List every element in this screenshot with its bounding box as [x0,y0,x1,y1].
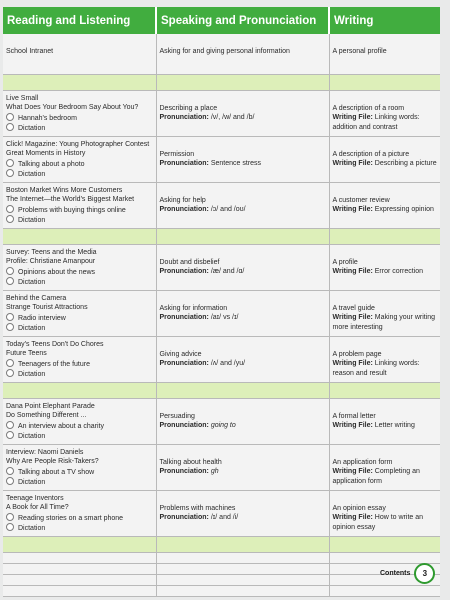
reading-title: Live Small [6,94,39,102]
writing-file-label: Writing File: [332,422,373,429]
writing-cell [329,444,440,490]
activity-label: Talking about a photo [18,160,85,168]
blank-cell [3,552,156,563]
writing-file-line [333,113,438,132]
activity-label: Problems with buying things online [18,206,126,214]
circle-bullet-icon [6,113,14,121]
circle-bullet-icon [6,369,14,377]
speaking-pronunciation-cell [156,398,329,444]
blank-cell [156,552,329,563]
writing-cell [329,336,440,382]
activity-label: Dictation [18,479,46,486]
blank-cell [156,574,329,585]
reading-title: Click! Magazine: Young Photographer Contest [6,140,150,148]
activity-label: Dictation [18,371,46,378]
blank-row [3,552,440,563]
speaking-pronunciation-cell [156,136,329,182]
writing-file-label: Writing File: [332,206,373,213]
speaking-topic: Permission [159,150,195,158]
reading-title: Interview: Naomi Daniels [6,448,84,456]
pronunciation-line [160,267,326,277]
activity-item [6,431,153,442]
pronunciation-value: /ʌ/ and /yu/ [210,360,246,367]
speaking-topic: Problems with machines [159,504,236,512]
writing-file-line [333,205,438,215]
writing-file-line [333,467,438,486]
circle-bullet-icon [6,467,14,475]
reading-title: Teenage Inventors [6,494,64,502]
writing-file-value: Letter writing [374,422,415,429]
pronunciation-value: /v/, /w/ and /b/ [210,114,255,121]
activity-label: Hannah's bedroom [18,114,77,122]
reading-title: Behind the Camera [6,294,67,302]
circle-bullet-icon [6,421,14,429]
activity-label: Talking about a TV show [18,468,95,476]
activity-item [6,477,153,488]
writing-task: A description of a picture [332,150,410,158]
lesson-row [3,290,440,336]
speaking-pronunciation-cell [156,444,329,490]
reading-listening-cell [3,490,156,536]
writing-task: A personal profile [332,48,387,55]
activity-item [6,359,153,370]
writing-task: A problem page [332,350,382,358]
lesson-row [3,182,440,228]
speaking-topic: Describing a place [159,104,218,112]
pronunciation-line [160,313,326,323]
activity-label: Dictation [18,125,46,132]
header-speaking-pronunciation: Speaking and Pronunciation [156,7,329,34]
reading-listening-cell [3,34,156,74]
separator-cell [329,74,440,90]
writing-file-value: Expressing opinion [374,206,434,213]
writing-task: An application form [332,458,393,466]
writing-task: An opinion essay [332,504,386,512]
reading-listening-cell [3,244,156,290]
reading-title: Profile: Christiane Amanpour [6,258,96,265]
circle-bullet-icon [6,477,14,485]
pronunciation-value: Sentence stress [210,160,262,167]
writing-file-line [333,267,438,277]
reading-title: Today's Teens Don't Do Chores [6,340,104,348]
speaking-topic: Talking about health [159,458,222,466]
pronunciation-label: Pronunciation: [159,206,209,213]
speaking-topic: Giving advice [159,350,202,358]
activity-item [6,113,153,124]
activity-label: Dictation [18,325,46,332]
speaking-pronunciation-cell [156,290,329,336]
activity-label: Dictation [18,217,46,224]
writing-cell [329,490,440,536]
reading-title: The Internet—the World's Biggest Market [6,196,135,203]
pronunciation-line [160,159,326,169]
reading-title: Why Are People Risk-Takers? [6,458,99,465]
circle-bullet-icon [6,205,14,213]
unit-separator-band [3,74,440,90]
activity-item [6,159,153,170]
pronunciation-line [160,467,326,477]
circle-bullet-icon [6,267,14,275]
reading-title: Do Something Different ... [6,412,87,419]
pronunciation-value: /ɔ/ and /oʊ/ [210,206,246,213]
pronunciation-value: gh [210,468,219,475]
reading-title: Future Teens [6,350,47,357]
speaking-pronunciation-cell [156,90,329,136]
speaking-pronunciation-cell [156,336,329,382]
writing-task: A travel guide [332,304,375,312]
pronunciation-label: Pronunciation: [159,160,209,167]
separator-cell [156,74,329,90]
header-writing: Writing [329,7,440,34]
speaking-pronunciation-cell [156,490,329,536]
header-reading-listening: Reading and Listening [3,7,156,34]
reading-listening-cell [3,398,156,444]
blank-cell [156,585,329,596]
activity-label: Opinions about the news [18,268,96,276]
writing-file-value: Linking words: reason and result [332,360,420,377]
lesson-row [3,444,440,490]
pronunciation-label: Pronunciation: [159,268,209,275]
pronunciation-label: Pronunciation: [159,314,209,321]
activity-label: Teenagers of the future [18,360,90,368]
circle-bullet-icon [6,313,14,321]
pronunciation-label: Pronunciation: [159,514,209,521]
writing-file-label: Writing File: [332,114,373,121]
activity-item [6,215,153,226]
pronunciation-value: /æ/ and /ɑ/ [210,268,245,275]
writing-file-label: Writing File: [332,160,373,167]
activity-label: Dictation [18,171,46,178]
separator-cell [156,382,329,398]
speaking-pronunciation-cell [156,182,329,228]
separator-cell [3,536,156,552]
pronunciation-label: Pronunciation: [159,360,209,367]
footer-label: Contents [380,569,411,577]
activity-item [6,421,153,432]
speaking-topic: Asking for help [159,196,206,204]
separator-cell [3,228,156,244]
separator-cell [3,74,156,90]
separator-cell [156,228,329,244]
reading-title: Survey: Teens and the Media [6,248,97,256]
pronunciation-line [160,421,326,431]
activity-label: Reading stories on a smart phone [18,514,124,522]
separator-cell [329,382,440,398]
blank-row [3,574,440,585]
blank-row [3,585,440,596]
circle-bullet-icon [6,277,14,285]
blank-cell [3,563,156,574]
writing-cell [329,244,440,290]
lesson-row [3,398,440,444]
lesson-row [3,136,440,182]
pronunciation-line [160,205,326,215]
writing-file-label: Writing File: [332,468,373,475]
writing-file-value: Making your writing more interesting [332,314,436,331]
writing-file-line [333,313,438,332]
writing-cell [329,136,440,182]
activity-item [6,267,153,278]
unit-separator-band [3,228,440,244]
circle-bullet-icon [6,215,14,223]
contents-table [3,7,440,597]
activity-label: Dictation [18,433,46,440]
writing-task: A formal letter [332,412,376,420]
activity-item [6,513,153,524]
speaking-topic: Doubt and disbelief [159,258,220,266]
blank-row [3,563,440,574]
reading-listening-cell [3,90,156,136]
circle-bullet-icon [6,159,14,167]
writing-file-label: Writing File: [332,314,373,321]
writing-cell [329,398,440,444]
blank-cell [156,563,329,574]
circle-bullet-icon [6,431,14,439]
writing-file-label: Writing File: [332,360,373,367]
reading-listening-cell [3,182,156,228]
speaking-topic: Persuading [159,412,195,420]
pronunciation-value: going to [210,422,236,429]
circle-bullet-icon [6,513,14,521]
speaking-pronunciation-cell [156,244,329,290]
writing-cell [329,34,440,74]
pronunciation-value: /aɪ/ vs /ɪ/ [210,314,239,321]
reading-title: Dana Point Elephant Parade [6,402,95,410]
blank-cell [3,574,156,585]
writing-task: A customer review [332,196,390,204]
pronunciation-label: Pronunciation: [159,468,209,475]
circle-bullet-icon [6,169,14,177]
header-row [3,7,440,34]
reading-title: School Intranet [6,48,54,55]
speaking-topic: Asking for and giving personal information [159,48,290,55]
separator-cell [3,382,156,398]
writing-file-value: Describing a picture [374,160,437,167]
circle-bullet-icon [6,359,14,367]
blank-cell [3,585,156,596]
activity-item [6,169,153,180]
reading-listening-cell [3,444,156,490]
activity-label: Dictation [18,279,46,286]
page-number-badge: 3 [414,563,435,584]
activity-label: Dictation [18,525,46,532]
lesson-row [3,34,440,74]
lesson-row [3,490,440,536]
activity-item [6,323,153,334]
circle-bullet-icon [6,323,14,331]
writing-file-value: Error correction [374,268,423,275]
writing-file-value: Linking words: addition and contrast [332,114,420,131]
writing-file-label: Writing File: [332,268,373,275]
lesson-row [3,244,440,290]
reading-listening-cell [3,136,156,182]
reading-title: A Book for All Time? [6,504,69,511]
pronunciation-label: Pronunciation: [159,422,209,429]
pronunciation-line [160,359,326,369]
writing-file-line [333,421,438,431]
circle-bullet-icon [6,123,14,131]
writing-file-label: Writing File: [332,514,373,521]
activity-item [6,205,153,216]
writing-file-value: Completing an application form [332,468,420,485]
writing-task: A description of a room [332,104,405,112]
unit-separator-band [3,382,440,398]
activity-item [6,369,153,380]
pronunciation-line [160,513,326,523]
separator-cell [329,228,440,244]
writing-cell [329,90,440,136]
circle-bullet-icon [6,523,14,531]
pronunciation-label: Pronunciation: [159,114,209,121]
reading-listening-cell [3,336,156,382]
writing-file-line [333,513,438,532]
activity-item [6,467,153,478]
writing-file-line [333,159,438,169]
reading-title: Strange Tourist Attractions [6,304,88,311]
writing-cell [329,182,440,228]
unit-separator-band [3,536,440,552]
activity-item [6,123,153,134]
blank-cell [329,552,440,563]
separator-cell [156,536,329,552]
activity-label: Radio interview [18,314,66,322]
speaking-topic: Asking for information [159,304,228,312]
activity-item [6,277,153,288]
lesson-row [3,336,440,382]
pronunciation-line [160,113,326,123]
separator-cell [329,536,440,552]
page-footer [380,563,435,583]
speaking-pronunciation-cell [156,34,329,74]
reading-title: Boston Market Wins More Customers [6,186,123,194]
pronunciation-value: /ɪ/ and /i/ [210,514,239,521]
activity-item [6,523,153,534]
reading-listening-cell [3,290,156,336]
writing-file-line [333,359,438,378]
writing-task: A profile [332,258,358,266]
reading-title: What Does Your Bedroom Say About You? [6,104,139,111]
activity-item [6,313,153,324]
reading-title: Great Moments in History [6,150,86,157]
blank-cell [329,585,440,596]
writing-file-value: How to write an opinion essay [332,514,424,531]
lesson-row [3,90,440,136]
writing-cell [329,290,440,336]
activity-label: An interview about a charity [18,422,104,430]
